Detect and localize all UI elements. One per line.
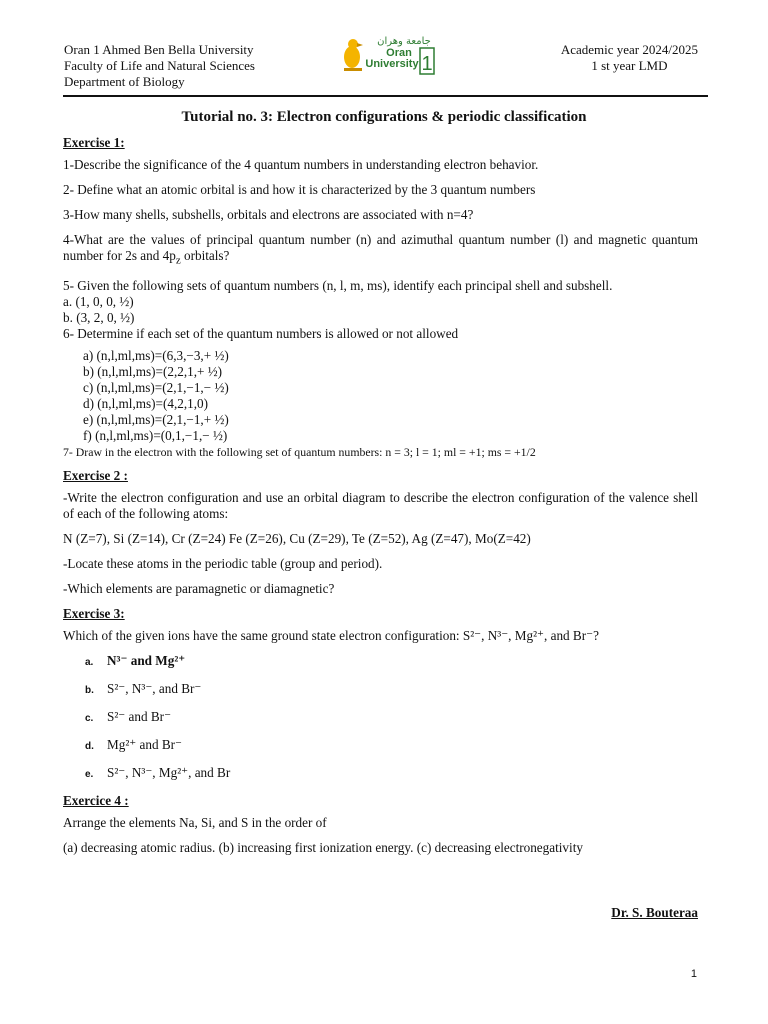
page-number: 1 — [690, 968, 697, 980]
ex1-question-5a: a. (1, 0, 0, ½) — [63, 293, 134, 309]
ex2-paragraph-2: -Locate these atoms in the periodic table (group and period). — [63, 555, 383, 571]
university-logo — [332, 30, 438, 82]
option-label: e. — [85, 768, 94, 780]
logo-number: 1 — [421, 53, 433, 75]
ex2-atoms: N (Z=7), Si (Z=14), Cr (Z=24) Fe (Z=26), Cu (Z=29), Te (Z=52), Ag (Z=47), Mo(Z=42) — [63, 530, 531, 546]
option-label: b. — [85, 684, 94, 696]
list-item: d) (n,l,ml,ms)=(4,2,1,0) — [83, 395, 209, 411]
department-name: Department of Biology — [64, 74, 185, 89]
exercise-2-heading: Exercise 2 : — [63, 467, 128, 483]
ex3-question: Which of the given ions have the same ground state electron configuration: S²⁻, N³⁻, Mg²⁺, and Br⁻? — [63, 627, 599, 643]
study-level: 1 st year LMD — [591, 58, 668, 73]
list-item: f) (n,l,ml,ms)=(0,1,−1,− ½) — [83, 427, 228, 443]
option-d — [85, 737, 698, 755]
option-text: Mg²⁺ and Br⁻ — [107, 736, 183, 752]
ex1-question-3: 3-How many shells, subshells, orbitals and electrons are associated with n=4? — [63, 207, 474, 222]
ex3-options — [85, 653, 698, 783]
option-a — [85, 653, 698, 671]
logo-oran: Oran — [386, 47, 412, 59]
header-right — [561, 42, 698, 74]
header-divider — [63, 95, 708, 97]
logo-university: University — [365, 58, 419, 70]
option-text: N³⁻ and Mg²⁺ — [107, 652, 186, 668]
ex4-paragraph-1: Arrange the elements Na, Si, and S in the order of — [63, 814, 327, 830]
option-text: S²⁻, N³⁻, Mg²⁺, and Br — [107, 764, 231, 780]
option-label: a. — [85, 656, 94, 668]
option-text: S²⁻, N³⁻, and Br⁻ — [107, 680, 202, 696]
university-name: Oran 1 Ahmed Ben Bella University — [64, 42, 254, 57]
faculty-name: Faculty of Life and Natural Sciences — [64, 58, 255, 73]
list-item: e) (n,l,ml,ms)=(2,1,−1,+ ½) — [83, 411, 229, 427]
exercise-3-heading: Exercise 3: — [63, 605, 125, 621]
option-text: S²⁻ and Br⁻ — [107, 708, 172, 724]
ex1-question-6: 6- Determine if each set of the quantum numbers is allowed or not allowed — [63, 325, 459, 341]
ex1-question-5b: b. (3, 2, 0, ½) — [63, 309, 135, 325]
list-item: c) (n,l,ml,ms)=(2,1,−1,− ½) — [83, 379, 229, 395]
ex1-question-7: 7- Draw in the electron with the following set of quantum numbers: n = 3; l = 1; ml = +1; ms = +1/2 — [63, 444, 536, 459]
option-b — [85, 681, 698, 699]
ex1-question-4-subscript: z — [175, 254, 181, 267]
ex4-paragraph-2: (a) decreasing atomic radius. (b) increasing first ionization energy. (c) decreasing electronegativity — [63, 839, 583, 855]
page-title: Tutorial no. 3: Electron configurations & periodic classification — [181, 109, 587, 125]
ex1-question-5: 5- Given the following sets of quantum numbers (n, l, m, ms), identify each principal shell and subshell. — [63, 277, 613, 293]
exercise-4-heading: Exercice 4 : — [63, 792, 129, 808]
ex1-question-2: 2- Define what an atomic orbital is and how it is characterized by the 3 quantum numbers — [63, 182, 536, 197]
exercise-1-heading: Exercise 1: — [63, 135, 125, 150]
ex1-question-6-list — [83, 348, 698, 444]
signature: Dr. S. Bouteraa — [611, 905, 698, 920]
option-label: d. — [85, 740, 94, 752]
tutorial-content — [63, 135, 698, 865]
ex1-question-4-end: orbitals? — [180, 248, 230, 263]
option-e — [85, 765, 698, 783]
ex1-question-4 — [63, 232, 698, 269]
option-label: c. — [85, 712, 94, 724]
ex2-paragraph-1: -Write the electron configuration and use an orbital diagram to describe the electron configuration of the valence shell of each of the following atoms: — [63, 489, 698, 521]
list-item: b) (n,l,ml,ms)=(2,2,1,+ ½) — [83, 363, 223, 379]
logo-arabic: جامعة وهران — [377, 36, 431, 47]
ex2-paragraph-3: -Which elements are paramagnetic or diamagnetic? — [63, 580, 335, 596]
list-item: a) (n,l,ml,ms)=(6,3,−3,+ ½) — [83, 347, 229, 363]
header-left — [64, 42, 255, 90]
option-c — [85, 709, 698, 727]
bird-icon — [344, 39, 363, 71]
ex1-question-4-text: 4-What are the values of principal quantum number (n) and azimuthal quantum number (l) and magnetic quantum number for 2s and 4p — [63, 232, 698, 263]
academic-year: Academic year 2024/2025 — [560, 42, 698, 57]
ex1-question-1: 1-Describe the significance of the 4 quantum numbers in understanding electron behavior. — [63, 157, 539, 172]
